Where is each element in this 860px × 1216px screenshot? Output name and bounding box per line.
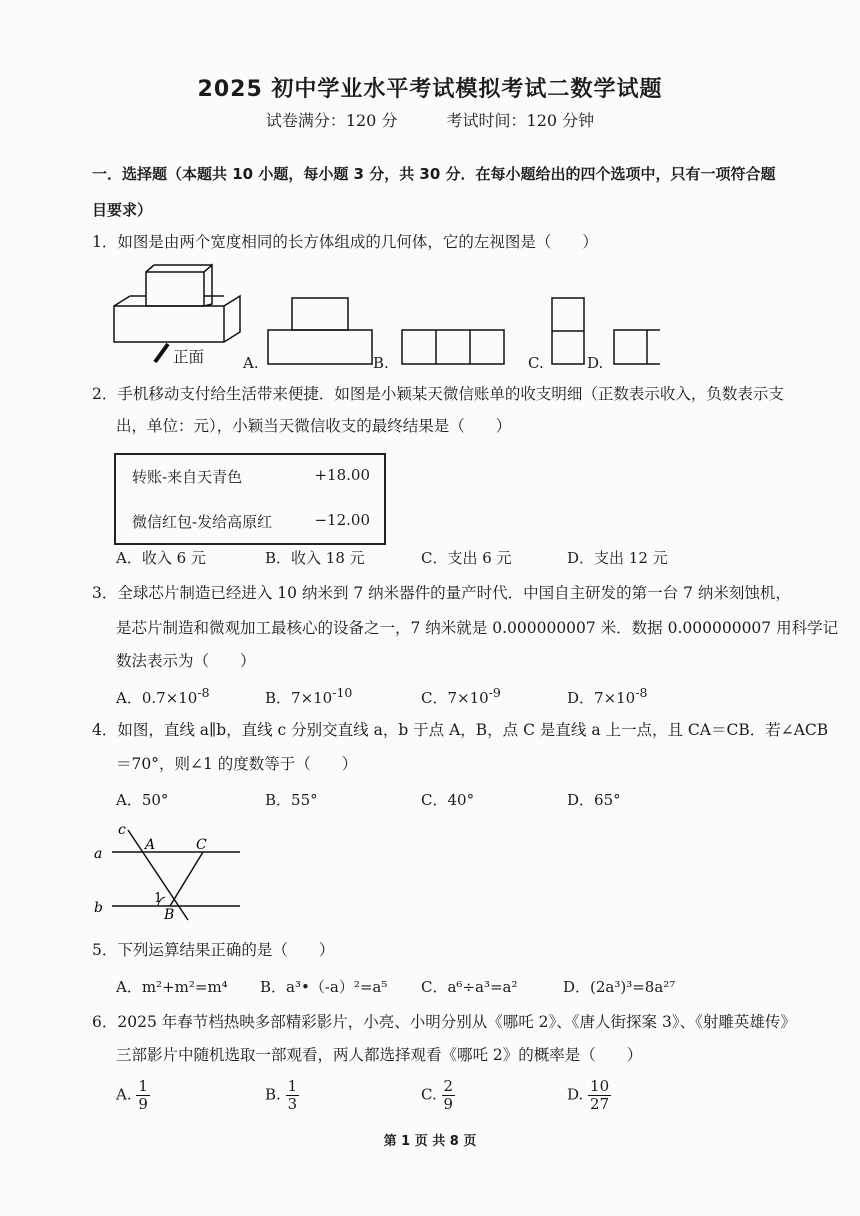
- fraction: [136, 1078, 150, 1113]
- bill-row-label: 转账-来自天青色: [132, 468, 243, 486]
- q6-option-a: [116, 1078, 150, 1113]
- solid-bottom-box: [114, 296, 240, 342]
- fraction: [286, 1078, 300, 1113]
- q3-line2: 是芯片制造和微观加工最核心的设备之一，7 纳米就是 0.000000007 米．数据 0.000000007 用科学记: [116, 619, 839, 637]
- q2-option-d: D．支出 12 元: [567, 549, 668, 567]
- exam-meta: [0, 108, 860, 131]
- q6-option-label: B.: [265, 1085, 281, 1104]
- segment-cb: [170, 852, 203, 906]
- q1-label-a: A.: [243, 354, 259, 372]
- q5-option-c: C．a⁶÷a³=a²: [421, 978, 518, 996]
- fraction-denominator: 9: [443, 1095, 454, 1113]
- fraction-numerator: 2: [443, 1077, 454, 1095]
- bill-row-label: 微信红包-发给高原红: [132, 513, 273, 531]
- front-label: 正面: [173, 348, 205, 366]
- q6-line1: 6．2025 年春节档热映多部精彩影片，小亮、小明分别从《哪吒 2》、《唐人街探案 3》、《射雕英雄传》: [92, 1013, 796, 1031]
- q3-option-base: 7×10: [594, 689, 636, 707]
- q4-option-a: A．50°: [116, 791, 169, 809]
- label-c: c: [118, 822, 126, 838]
- q3-option-label: A．: [116, 689, 142, 707]
- q3-option-label: D．: [567, 689, 595, 707]
- q1-label-b: B.: [373, 354, 389, 372]
- q3-option-c: [421, 685, 501, 708]
- full-score: 试卷满分：120 分: [265, 111, 398, 130]
- front-arrow: [155, 344, 168, 362]
- q3-option-label: C．: [421, 689, 448, 707]
- option-b-frame: [402, 330, 504, 364]
- page-title: 2025 初中学业水平考试模拟考试二数学试题: [197, 77, 663, 102]
- label-point-b: B: [164, 907, 175, 922]
- option-d-frame: [614, 330, 660, 364]
- q3-line3: 数法表示为（ ）: [116, 652, 256, 670]
- fraction: [588, 1078, 611, 1113]
- bill-row: [132, 466, 370, 487]
- label-point-c: C: [196, 837, 207, 853]
- bill-row-amount: +18.00: [314, 466, 370, 484]
- fraction-numerator: 1: [138, 1077, 148, 1095]
- q5-option-d: D．(2a³)³=8a²⁷: [563, 978, 676, 996]
- q3-option-base: 7×10: [447, 689, 489, 707]
- fraction-denominator: 9: [138, 1095, 148, 1113]
- q4-option-b: B．55°: [265, 791, 318, 809]
- fraction-denominator: 3: [287, 1095, 298, 1113]
- q1-label-c: C.: [528, 354, 544, 372]
- q6-option-label: D.: [567, 1085, 584, 1104]
- q4-line1: 4．如图，直线 a∥b，直线 c 分别交直线 a，b 于点 A，B，点 C 是直线 a 上一点，且 CA＝CB．若∠ACB: [92, 721, 829, 739]
- exam-time: 考试时间：120 分钟: [446, 111, 595, 130]
- q1-text: 1．如图是由两个宽度相同的长方体组成的几何体，它的左视图是（ ）: [92, 233, 598, 251]
- q3-option-b: [265, 685, 352, 708]
- fraction-denominator: 27: [590, 1095, 610, 1113]
- section-heading-line1: 一．选择题（本题共 10 小题，每小题 3 分，共 30 分．在每小题给出的四个选项中，只有一项符合题: [92, 165, 776, 183]
- bill-row: [132, 511, 370, 532]
- q3-option-exp: -8: [635, 685, 648, 700]
- q4-figure: [90, 822, 250, 922]
- fraction-numerator: 1: [287, 1077, 298, 1095]
- option-a-top: [292, 298, 348, 330]
- q3-line1: 3．全球芯片制造已经进入 10 纳米到 7 纳米器件的量产时代．中国自主研发的第一台 7 纳米刻蚀机，: [92, 584, 791, 602]
- section-heading-line2: 目要求）: [92, 201, 153, 219]
- q5-option-a: A．m²+m²=m⁴: [116, 978, 228, 996]
- q6-option-label: C.: [421, 1085, 437, 1104]
- q2-option-a: A．收入 6 元: [116, 549, 206, 567]
- label-angle-1: 1: [154, 891, 163, 906]
- q6-option-d: [567, 1078, 611, 1113]
- q4-option-c: C．40°: [421, 791, 475, 809]
- q3-option-base: 0.7×10: [141, 689, 198, 707]
- q5-text: 5．下列运算结果正确的是（ ）: [92, 941, 335, 959]
- label-point-a: A: [145, 837, 156, 853]
- q3-option-d: [567, 685, 647, 708]
- q5-option-b: B．a³•（-a）²=a⁵: [260, 978, 388, 996]
- solid-top-box: [146, 265, 212, 306]
- q3-option-exp: -10: [332, 685, 353, 700]
- q6-option-c: [421, 1078, 455, 1113]
- q3-option-exp: -8: [197, 685, 210, 700]
- q2-line1: 2．手机移动支付给生活带来便捷．如图是小颖某天微信账单的收支明细（正数表示收入，负数表示支: [92, 385, 784, 403]
- q2-line2: 出，单位：元），小颖当天微信收支的最终结果是（ ）: [116, 417, 512, 435]
- bill-table: [114, 453, 386, 545]
- fraction: [442, 1078, 456, 1113]
- q1-label-d: D.: [587, 354, 604, 372]
- q3-option-base: 7×10: [291, 689, 333, 707]
- q6-line2: 三部影片中随机选取一部观看，两人都选择观看《哪吒 2》的概率是（ ）: [116, 1046, 643, 1064]
- q3-option-a: [116, 685, 210, 708]
- q3-option-label: B．: [265, 689, 292, 707]
- fraction-numerator: 10: [590, 1077, 610, 1095]
- q2-option-b: B．收入 18 元: [265, 549, 365, 567]
- q3-option-exp: -9: [488, 685, 501, 700]
- label-a: a: [94, 846, 103, 862]
- bill-row-amount: −12.00: [314, 511, 370, 529]
- q4-option-d: D．65°: [567, 791, 621, 809]
- label-b: b: [94, 900, 103, 916]
- q6-option-label: A.: [116, 1085, 132, 1104]
- q2-option-c: C．支出 6 元: [421, 549, 512, 567]
- q4-line2: ＝70°，则∠1 的度数等于（ ）: [116, 755, 358, 773]
- q6-option-b: [265, 1078, 299, 1113]
- option-a-bottom: [268, 330, 372, 364]
- page-footer: 第 1 页 共 8 页: [383, 1134, 477, 1149]
